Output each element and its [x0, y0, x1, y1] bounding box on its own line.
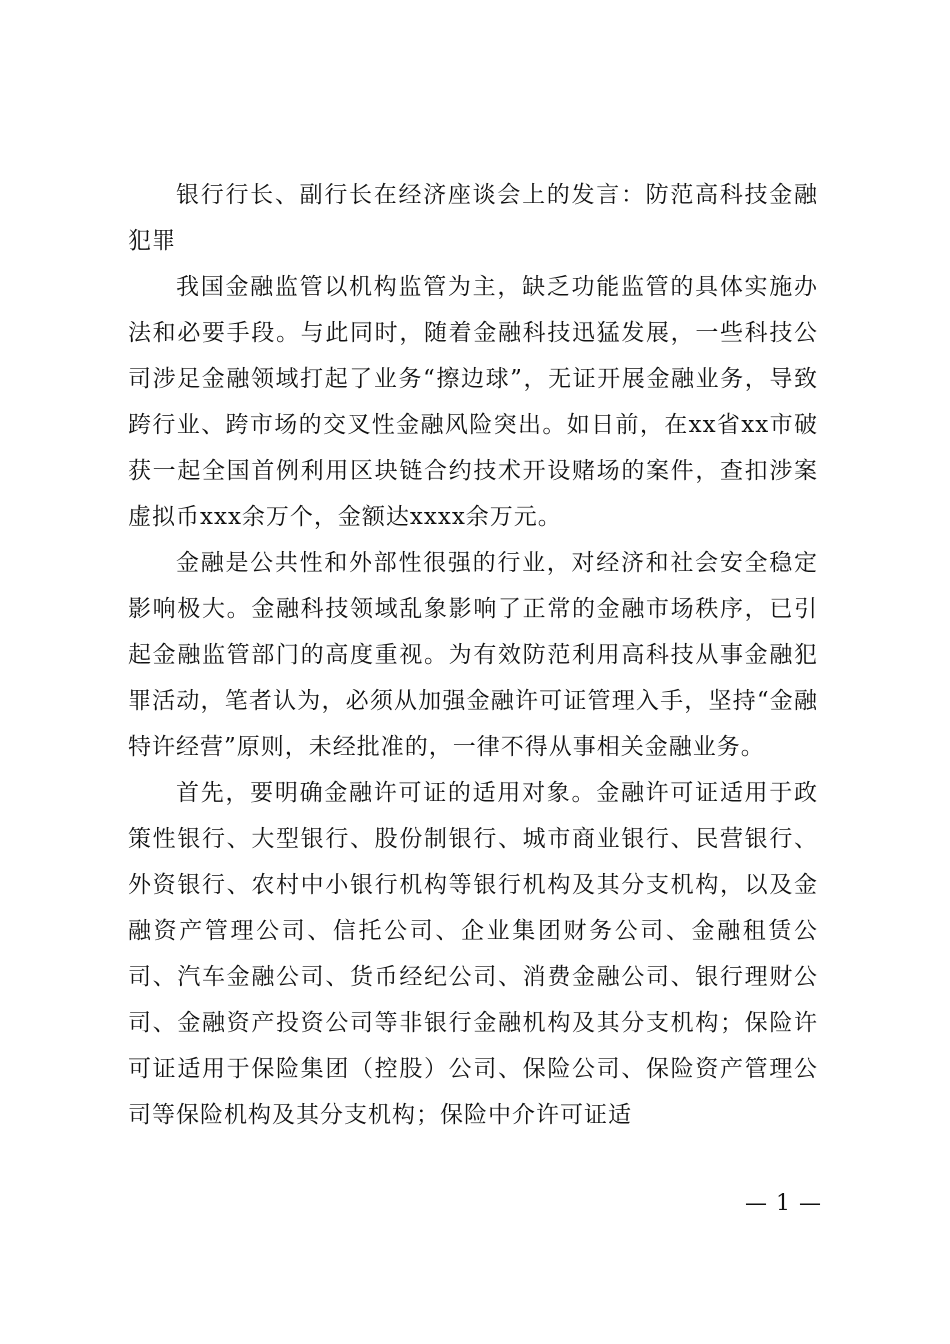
paragraph-3: 首先，要明确金融许可证的适用对象。金融许可证适用于政策性银行、大型银行、股份制银行、城市商业银行、民营银行、外资银行、农村中小银行机构等银行机构及其分支机构，以及金融资产管理公司、信托公司、企业集团财务公司、金融租赁公司、汽车金融公司、货币经纪公司、消费金融公司、银行理财公司、金融资产投资公司等非银行金融机构及其分支机构；保险许可证适用于保险集团（控股）公司、保险公司、保险资产管理公司等保险机构及其分支机构；保险中介许可证适 [128, 780, 818, 1128]
paragraph-2: 金融是公共性和外部性很强的行业，对经济和社会安全稳定影响极大。金融科技领域乱象影响了正常的金融市场秩序，已引起金融监管部门的高度重视。为有效防范利用高科技从事金融犯罪活动，笔者认为，必须从加强金融许可证管理入手，坚持“金融特许经营”原则，未经批准的，一律不得从事相关金融业务。 [128, 550, 818, 760]
paragraph-1: 我国金融监管以机构监管为主，缺乏功能监管的具体实施办法和必要手段。与此同时，随着金融科技迅猛发展，一些科技公司涉足金融领域打起了业务“擦边球”，无证开展金融业务，导致跨行业、跨市场的交叉性金融风险突出。如日前，在xx省xx市破获一起全国首例利用区块链合约技术开设赌场的案件，查扣涉案虚拟币xxx余万个，金额达xxxx余万元。 [128, 274, 818, 530]
page-number: — 1 — [745, 1191, 822, 1216]
document-title: 银行行长、副行长在经济座谈会上的发言：防范高科技金融犯罪 [128, 182, 818, 254]
document-body [128, 172, 818, 1138]
